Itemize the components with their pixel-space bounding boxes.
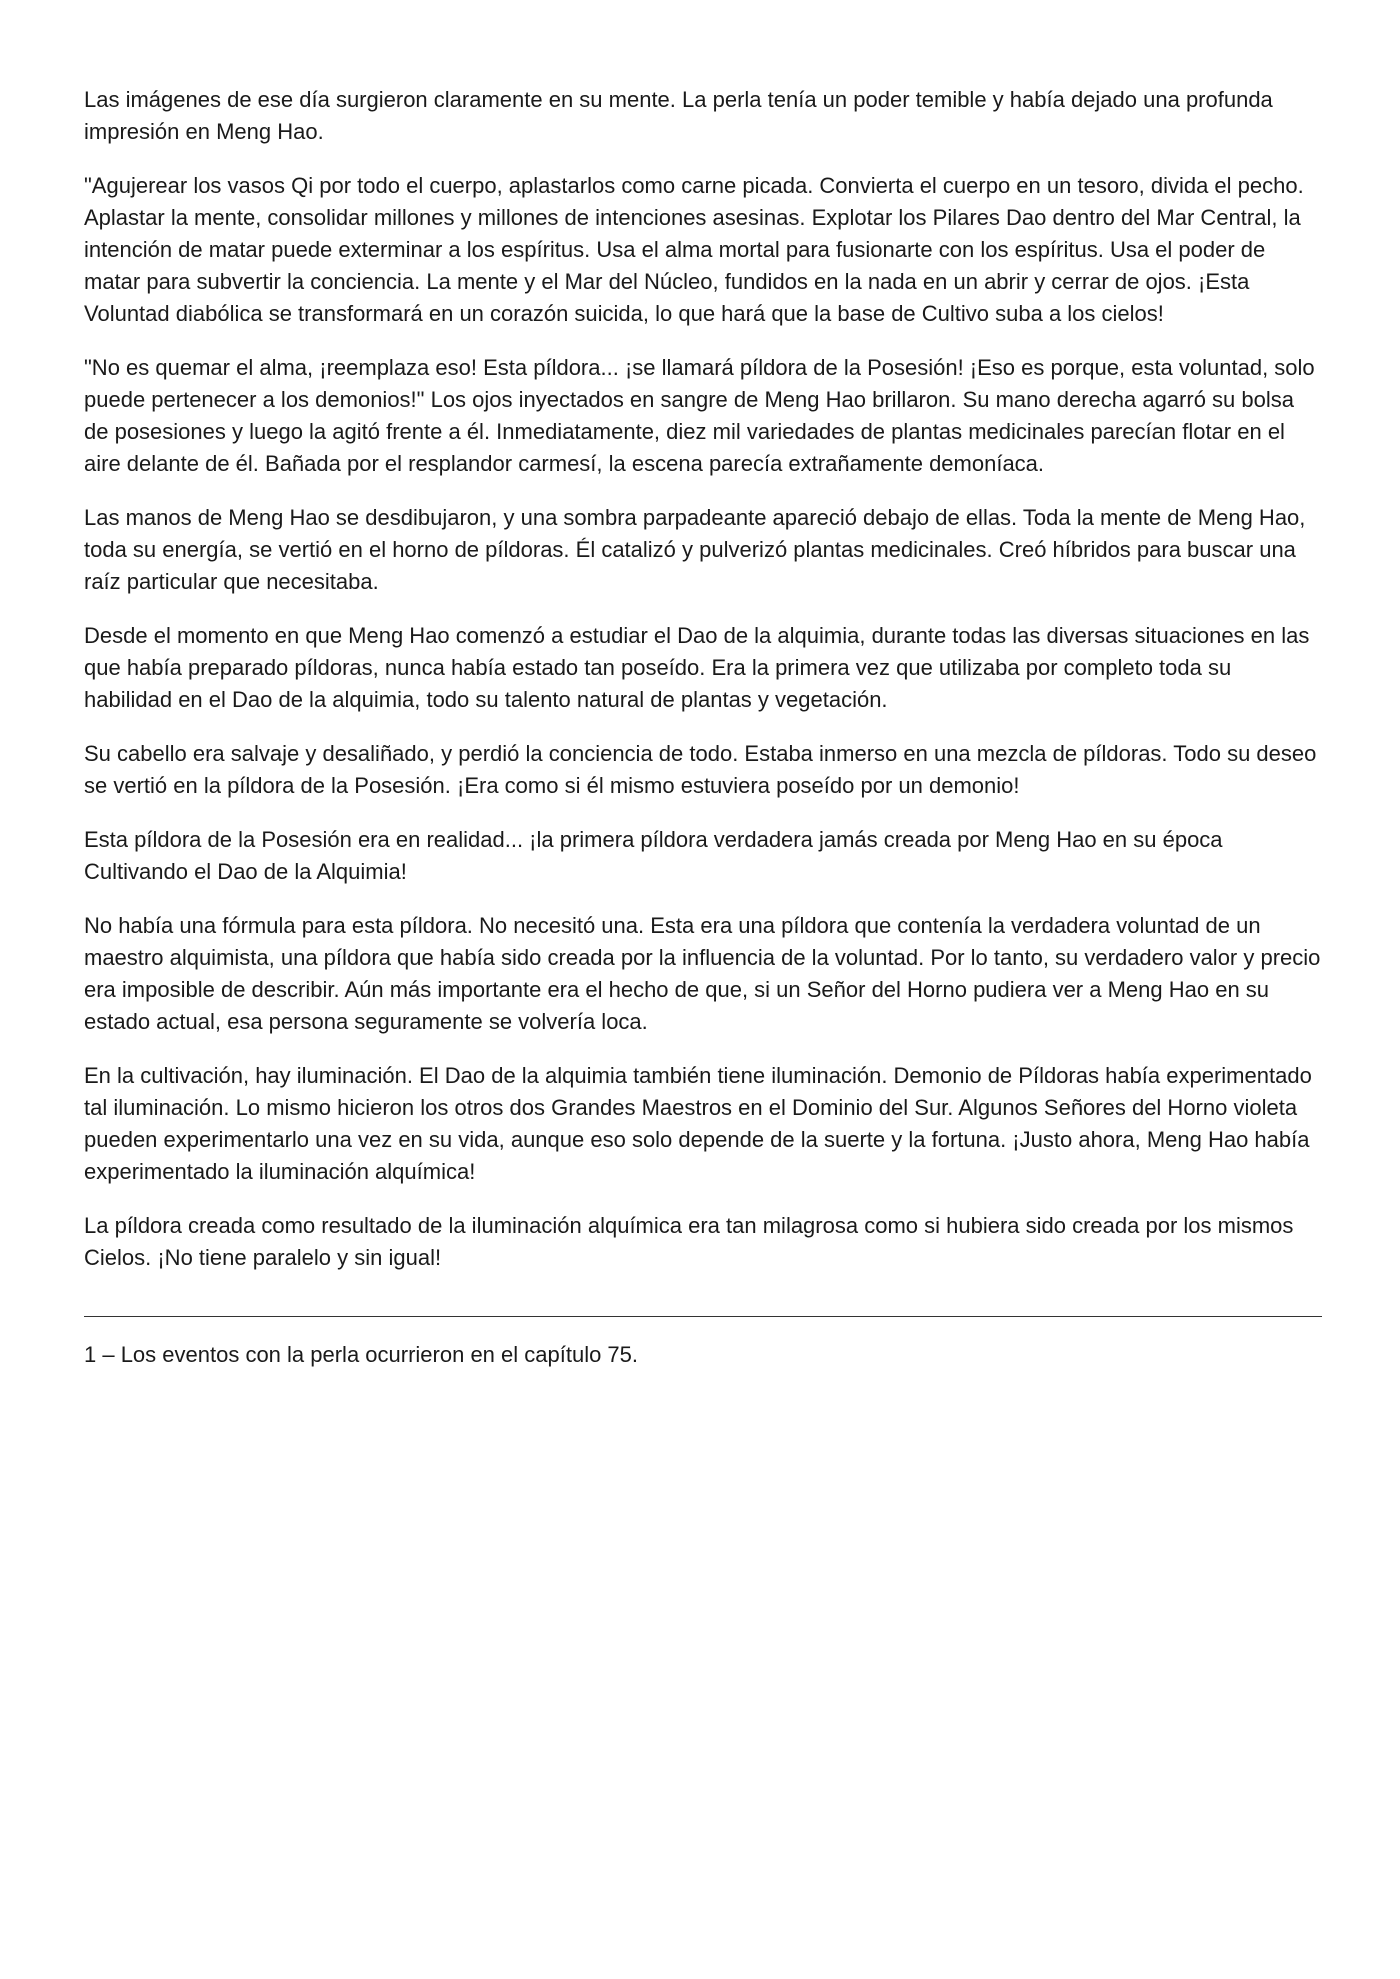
paragraph-4: Las manos de Meng Hao se desdibujaron, y una sombra parpadeante apareció debajo de ellas. Toda la mente de Meng Hao, toda su energía, se vertió en el horno de píldoras. Él catalizó y pulverizó plantas medicinales. Creó híbridos para buscar una raíz particular que necesitaba. [84,505,1306,594]
document-page [84,84,1322,1371]
paragraph-5: Desde el momento en que Meng Hao comenzó a estudiar el Dao de la alquimia, durante todas las diversas situaciones en las que había preparado píldoras, nunca había estado tan poseído. Era la primera vez que utilizaba por completo toda su habilidad en el Dao de la alquimia, todo su talento natural de plantas y vegetación. [84,623,1310,712]
paragraph-1: Las imágenes de ese día surgieron claramente en su mente. La perla tenía un poder temible y había dejado una profunda impresión en Meng Hao. [84,87,1273,144]
footnote-divider [84,1316,1322,1317]
paragraph-2: "Agujerear los vasos Qi por todo el cuerpo, aplastarlos como carne picada. Convierta el cuerpo en un tesoro, divida el pecho. Aplastar la mente, consolidar millones y millones de intenciones asesinas. Explotar los Pilares Dao dentro del Mar Central, la intención de matar puede exterminar a los espíritus. Usa el alma mortal para fusionarte con los espíritus. Usa el poder de matar para subvertir la conciencia. La mente y el Mar del Núcleo, fundidos en la nada en un abrir y cerrar de ojos. ¡Esta Voluntad diabólica se transformará en un corazón suicida, lo que hará que la base de Cultivo suba a los cielos! [84,173,1304,326]
paragraph-10: La píldora creada como resultado de la iluminación alquímica era tan milagrosa como si hubiera sido creada por los mismos Cielos. ¡No tiene paralelo y sin igual! [84,1213,1294,1270]
paragraph-7: Esta píldora de la Posesión era en realidad... ¡la primera píldora verdadera jamás creada por Meng Hao en su época Cultivando el Dao de la Alquimia! [84,827,1223,884]
paragraph-8: No había una fórmula para esta píldora. No necesitó una. Esta era una píldora que contenía la verdadera voluntad de un maestro alquimista, una píldora que había sido creada por la influencia de la voluntad. Por lo tanto, su verdadero valor y precio era imposible de describir. Aún más importante era el hecho de que, si un Señor del Horno pudiera ver a Meng Hao en su estado actual, esa persona seguramente se volvería loca. [84,913,1321,1034]
paragraph-9: En la cultivación, hay iluminación. El Dao de la alquimia también tiene iluminación. Demonio de Píldoras había experimentado tal iluminación. Lo mismo hicieron los otros dos Grandes Maestros en el Dominio del Sur. Algunos Señores del Horno violeta pueden experimentarlo una vez en su vida, aunque eso solo depende de la suerte y la fortuna. ¡Justo ahora, Meng Hao había experimentado la iluminación alquímica! [84,1063,1312,1184]
paragraph-3: "No es quemar el alma, ¡reemplaza eso! Esta píldora... ¡se llamará píldora de la Posesión! ¡Eso es porque, esta voluntad, solo puede pertenecer a los demonios!" Los ojos inyectados en sangre de Meng Hao brillaron. Su mano derecha agarró su bolsa de posesiones y luego la agitó frente a él. Inmediatamente, diez mil variedades de plantas medicinales parecían flotar en el aire delante de él. Bañada por el resplandor carmesí, la escena parecía extrañamente demoníaca. [84,355,1315,476]
paragraph-6: Su cabello era salvaje y desaliñado, y perdió la conciencia de todo. Estaba inmerso en una mezcla de píldoras. Todo su deseo se vertió en la píldora de la Posesión. ¡Era como si él mismo estuviera poseído por un demonio! [84,741,1317,798]
footnote: 1 – Los eventos con la perla ocurrieron en el capítulo 75. [84,1342,639,1367]
